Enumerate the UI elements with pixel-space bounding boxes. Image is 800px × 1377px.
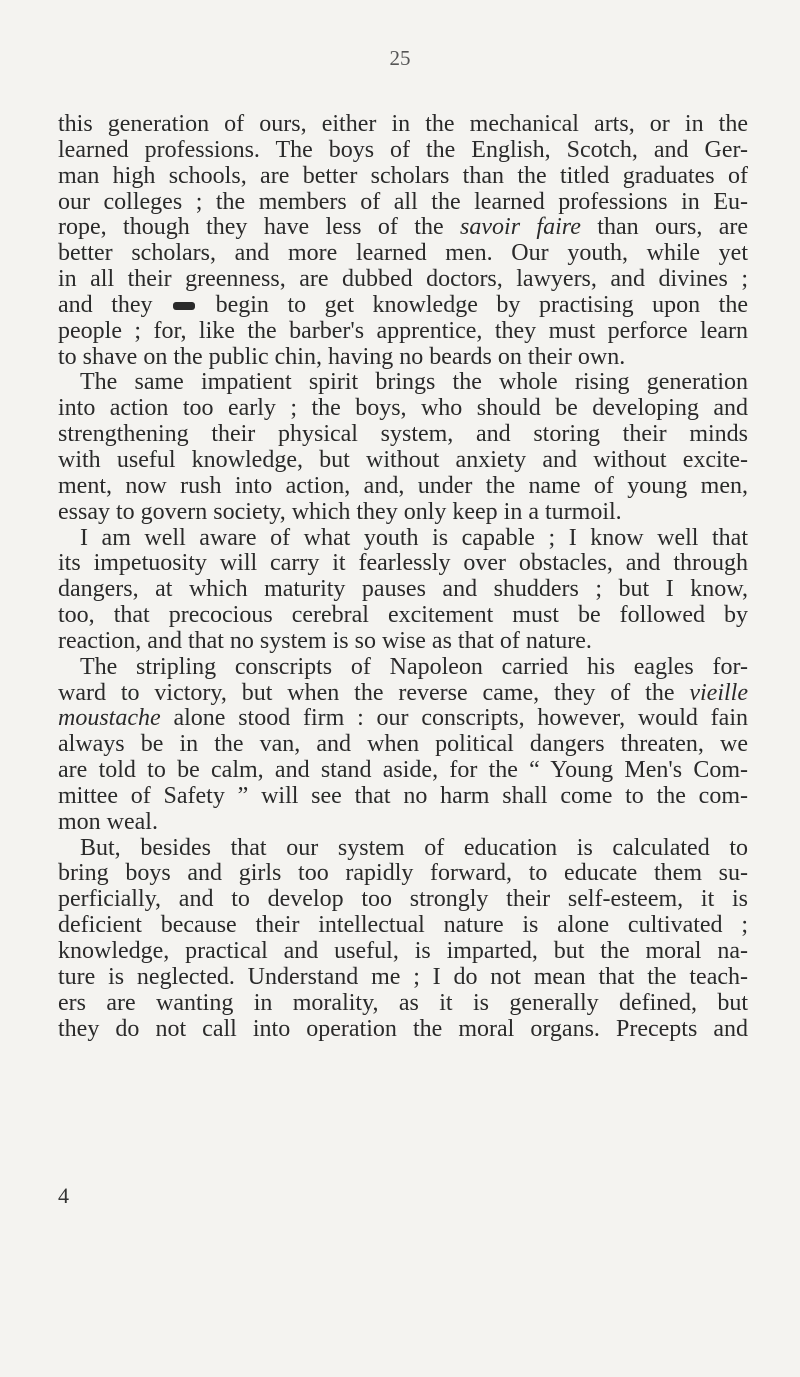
text-line: ward to victory, but when the reverse came, they of the vieille [58, 679, 748, 706]
text-line: perficially, and to develop too strongly their self-esteem, it is [58, 886, 748, 913]
text-line: learned professions. The boys of the English, Scotch, and Ger- [58, 136, 748, 163]
text-line: rope, though they have less of the savoir faire than ours, are [58, 214, 749, 241]
text-line: knowledge, practical and useful, is imparted, but the moral na- [58, 938, 748, 964]
text-line: ture is neglected. Understand me ; I do not mean that the teach- [58, 963, 748, 990]
ink-smudge [173, 302, 195, 310]
text-line: reaction, and that no system is so wise as that of nature. [58, 627, 592, 654]
text-line: mittee of Safety ” will see that no harm shall come to the com- [58, 782, 748, 809]
text-line: its impetuosity will carry it fearlessly over obstacles, and through [58, 550, 748, 577]
text-line: man high schools, are better scholars than the titled graduates of [58, 162, 748, 189]
body-text [58, 112, 748, 1042]
text-line: people ; for, like the barber's apprentice, they must perforce learn [58, 317, 748, 344]
text-line: they do not call into operation the moral organs. Precepts and [58, 1015, 748, 1042]
text-line: bring boys and girls too rapidly forward, to educate them su- [58, 860, 748, 887]
text-line: I am well aware of what youth is capable ; I know well that [80, 524, 748, 551]
text-line: The stripling conscripts of Napoleon carried his eagles for- [80, 653, 748, 680]
text-line: mon weal. [58, 808, 158, 835]
text-line: always be in the van, and when political dangers threaten, we [58, 731, 748, 758]
text-line: deficient because their intellectual nature is alone cultivated ; [58, 912, 748, 939]
text-line: strengthening their physical system, and storing their minds [58, 421, 748, 448]
text-line: too, that precocious cerebral excitement must be followed by [58, 602, 748, 629]
text-line: this generation of ours, either in the mechanical arts, or in the [58, 111, 748, 137]
text-line: in all their greenness, are dubbed doctors, lawyers, and divines ; [58, 266, 748, 293]
text-line: The same impatient spirit brings the whole rising generation [80, 369, 748, 396]
text-line: dangers, at which maturity pauses and shudders ; but I know, [58, 576, 748, 603]
text-line: and they begin to get knowledge by practising upon the [58, 291, 748, 318]
text-line: are told to be calm, and stand aside, for the “ Young Men's Com- [58, 757, 748, 784]
signature-mark: 4 [58, 1183, 69, 1208]
text-line: But, besides that our system of education is calculated to [80, 834, 748, 861]
text-line: ment, now rush into action, and, under the name of young men, [58, 472, 748, 499]
text-line: our colleges ; the members of all the learned professions in Eu- [58, 188, 748, 215]
text-line: into action too early ; the boys, who should be developing and [58, 395, 748, 422]
text-line: to shave on the public chin, having no beards on their own. [58, 343, 626, 370]
text-line: better scholars, and more learned men. Our youth, while yet [58, 240, 748, 267]
page-number: 25 [389, 46, 411, 70]
text-line: essay to govern society, which they only keep in a turmoil. [58, 498, 622, 525]
text-line: moustache alone stood firm : our conscripts, however, would fain [58, 705, 748, 732]
text-line: ers are wanting in morality, as it is generally defined, but [58, 989, 748, 1016]
text-line: with useful knowledge, but without anxiety and without excite- [58, 446, 748, 473]
